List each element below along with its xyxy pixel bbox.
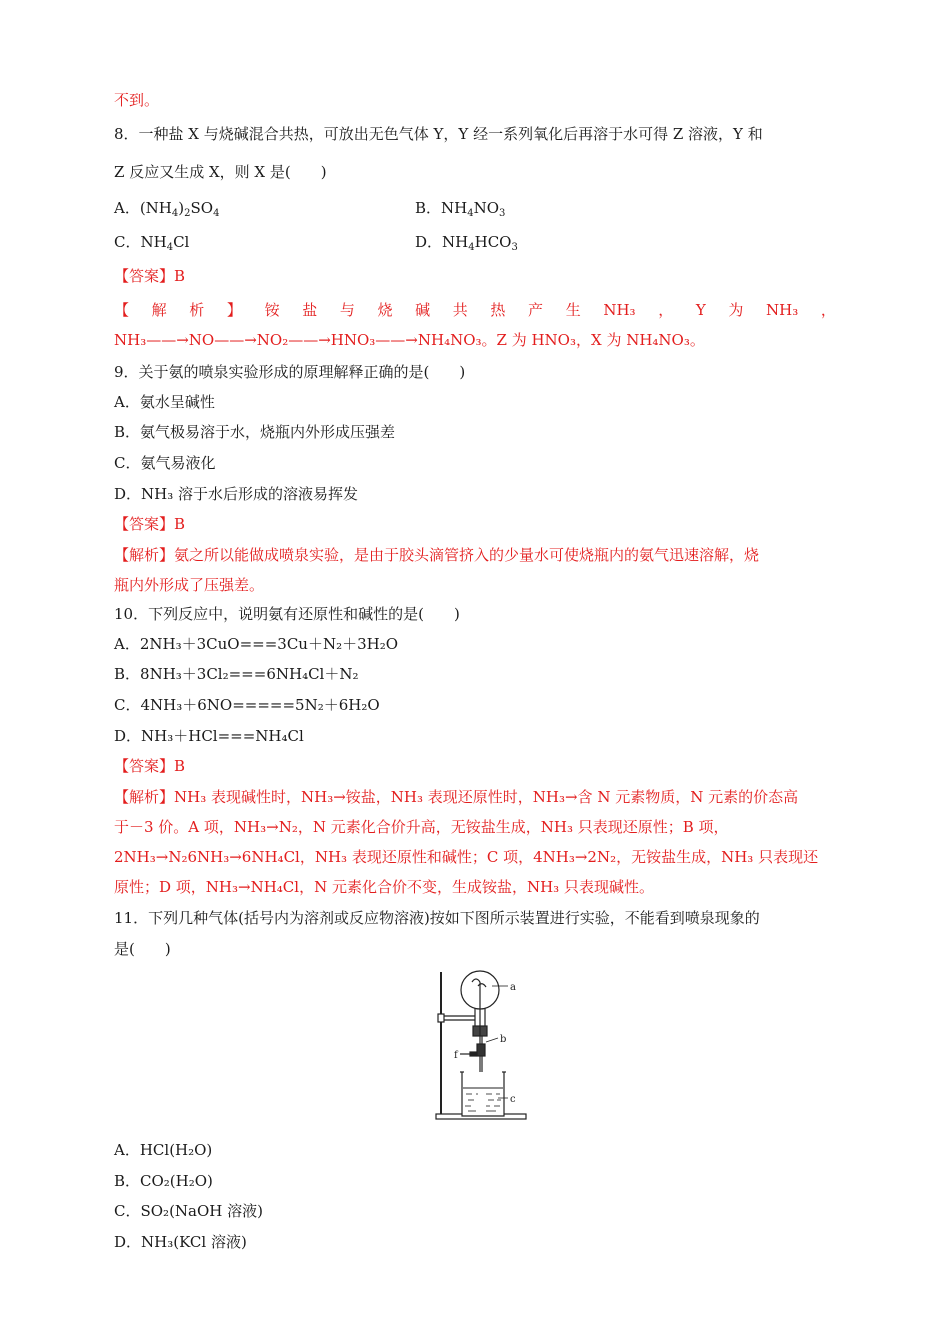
q10-explanation-line4: 原性；D 项，NH₃→NH₄Cl，N 元素化合价不变，生成铵盐，NH₃ 只表现碱性。 [114,878,654,896]
q8-explanation-line2: NH₃——→NO——→NO₂——→HNO₃——→NH₄NO₃。Z 为 HNO₃，X 为 NH₄NO₃。 [114,331,705,349]
label-f: f [454,1050,458,1061]
q10-answer: 【答案】B [114,757,186,775]
q8-stem-line1: 8．一种盐 X 与烧碱混合共热，可放出无色气体 Y，Y 经一系列氧化后再溶于水可得 Z 溶液，Y 和 [114,125,763,143]
q8-option-c: C．$NH_4Cl$ [114,233,190,253]
pinch-clip [470,1052,476,1056]
q9-answer: 【答案】B [114,515,186,533]
q10-option-d: D．NH₃＋HCl===NH₄Cl [114,727,304,745]
q9-stem: 9．关于氨的喷泉实验形成的原理解释正确的是( ) [114,363,466,381]
q9-explanation-line1: 【解析】氨之所以能做成喷泉实验，是由于胶头滴管挤入的少量水可使烧瓶内的氨气迅速溶解，烧 [114,546,760,564]
q9-option-c: C．氨气易液化 [114,454,216,472]
q10-option-c: C．4NH₃＋6NO=====5N₂＋6H₂O [114,696,380,714]
q10-explanation-line1: 【解析】NH₃ 表现碱性时，NH₃→铵盐，NH₃ 表现还原性时，NH₃→含 N 元素物质，N 元素的价态高 [114,788,799,806]
label-a: a [510,982,516,993]
q10-option-b: B．8NH₃＋3Cl₂===6NH₄Cl＋N₂ [114,665,359,683]
q11-option-c: C．SO₂(NaOH 溶液) [114,1202,263,1220]
q8-option-a: A．$(NH_4)_2SO_4$ [114,199,220,219]
q9-option-a: A．氨水呈碱性 [114,393,215,411]
q8-explanation-line1: 【 解 析 】 铵 盐 与 烧 碱 共 热 产 生 NH₃ ， Y 为 NH₃ ， [114,301,836,319]
q9-option-b: B．氨气极易溶于水，烧瓶内外形成压强差 [114,423,396,441]
q10-stem: 10．下列反应中，说明氨有还原性和碱性的是( ) [114,605,460,623]
q8-option-b: B．$NH_4NO_3$ [415,199,506,219]
q11-option-d: D．NH₃(KCl 溶液) [114,1233,247,1251]
q10-explanation-line3: 2NH₃→N₂6NH₃→6NH₄Cl，NH₃ 表现还原性和碱性；C 项，4NH₃→2N₂，无铵盐生成，NH₃ 只表现还 [114,848,819,866]
q11-stem-line1: 11．下列几种气体(括号内为溶剂或反应物溶液)按如下图所示装置进行实验，不能看到喷泉现象的 [114,909,760,927]
q11-option-b: B．CO₂(H₂O) [114,1172,213,1190]
lead-text: 不到。 [114,91,160,109]
rubber-tube [477,1044,485,1056]
q8-stem-line2: Z 反应又生成 X，则 X 是( ) [114,163,327,181]
q8-answer: 【答案】B [114,267,186,285]
q10-option-a: A．2NH₃＋3CuO===3Cu＋N₂＋3H₂O [114,635,399,653]
q9-explanation-line2: 瓶内外形成了压强差。 [114,576,265,594]
label-b: b [500,1034,507,1045]
label-c: c [510,1094,516,1105]
fountain-apparatus-diagram [420,964,530,1124]
q10-explanation-line2: 于－3 价。A 项，NH₃→N₂，N 元素化合价升高，无铵盐生成，NH₃ 只表现还原性；B 项， [114,818,729,836]
q9-option-d: D．NH₃ 溶于水后形成的溶液易挥发 [114,485,359,503]
q11-option-a: A．HCl(H₂O) [114,1141,213,1159]
q11-stem-line2: 是( ) [114,940,171,958]
q8-option-d: D．$NH_4HCO_3$ [415,233,518,253]
